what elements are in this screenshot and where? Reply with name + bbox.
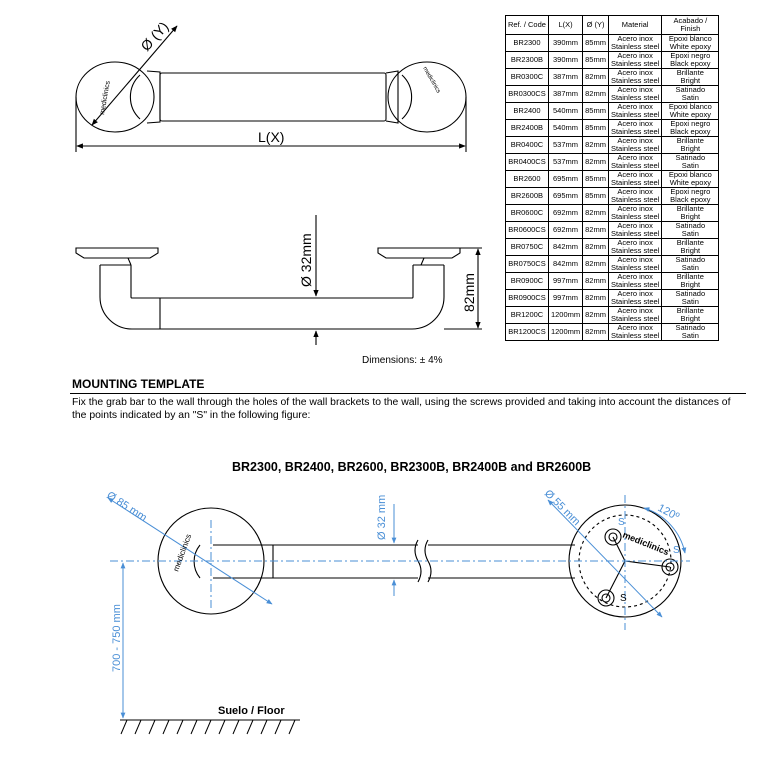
cell-material — [608, 256, 661, 273]
cell-length: 390mm — [548, 35, 582, 52]
cell-code: BR1200CS — [506, 324, 549, 341]
cell-finish — [662, 256, 719, 273]
cell-length: 387mm — [548, 69, 582, 86]
cell-finish-line: Brillante — [676, 306, 704, 315]
header-finish: Acabado / Finish — [662, 16, 719, 35]
cell-code: BR0900C — [506, 273, 549, 290]
brand-label-template-left: mediclinics — [171, 532, 194, 573]
cell-finish-line: Brillante — [676, 238, 704, 247]
screw-label-top: S — [618, 517, 625, 528]
cell-material-line: Stainless steel — [610, 127, 660, 136]
diameter-y-label: Ø (Y) — [137, 18, 172, 55]
cell-finish-line: Satin — [681, 93, 699, 102]
cell-finish-line: Brillante — [676, 204, 704, 213]
cell-finish — [662, 137, 719, 154]
cell-finish-line: Bright — [680, 212, 701, 221]
cell-length: 390mm — [548, 52, 582, 69]
table-row — [506, 86, 719, 103]
cell-length: 537mm — [548, 154, 582, 171]
template-dimension-lines — [108, 495, 690, 718]
cell-diameter: 85mm — [583, 171, 609, 188]
cell-diameter: 85mm — [583, 188, 609, 205]
cell-finish — [662, 273, 719, 290]
cell-length: 540mm — [548, 120, 582, 137]
cell-diameter: 85mm — [583, 103, 609, 120]
cell-length: 537mm — [548, 137, 582, 154]
brand-label-template-right: mediclinics — [621, 529, 671, 558]
cell-material-line: Stainless steel — [610, 297, 660, 306]
cell-material-line: Stainless steel — [610, 331, 660, 340]
diameter-32-template-label: Ø 32 mm — [376, 494, 388, 540]
cell-material — [608, 188, 661, 205]
cell-finish — [662, 324, 719, 341]
cell-material-line: Acero inox — [617, 221, 653, 230]
cell-material-line: Stainless steel — [610, 161, 660, 170]
cell-material — [608, 86, 661, 103]
cell-finish-line: Black epoxy — [670, 195, 711, 204]
table-row — [506, 69, 719, 86]
cell-finish-line: White epoxy — [669, 110, 711, 119]
screw-label-bottom: S — [620, 593, 627, 604]
angle-120-label: 120º — [655, 502, 681, 524]
cell-material-line: Acero inox — [617, 68, 653, 77]
cell-material-line: Stainless steel — [610, 42, 660, 51]
table-row — [506, 171, 719, 188]
cell-finish — [662, 52, 719, 69]
cell-finish-line: Brillante — [676, 272, 704, 281]
length-label: L(X) — [258, 129, 285, 145]
dimensions-note: Dimensions: ± 4% — [362, 355, 443, 366]
cell-material — [608, 290, 661, 307]
cell-finish-line: Bright — [680, 76, 701, 85]
cell-diameter: 85mm — [583, 52, 609, 69]
cell-code: BR1200C — [506, 307, 549, 324]
cell-finish-line: Black epoxy — [670, 59, 711, 68]
cell-code: BR2400B — [506, 120, 549, 137]
screw-label-right: S — [673, 545, 680, 556]
cell-finish-line: Bright — [680, 144, 701, 153]
spec-table — [505, 15, 719, 341]
cell-material — [608, 273, 661, 290]
cell-finish — [662, 35, 719, 52]
height-82-label: 82mm — [461, 273, 477, 312]
cell-diameter: 82mm — [583, 154, 609, 171]
cell-code: BR0750CS — [506, 256, 549, 273]
cell-material-line: Acero inox — [617, 51, 653, 60]
table-row — [506, 120, 719, 137]
mounting-template-drawing — [120, 505, 681, 734]
cell-material-line: Acero inox — [617, 136, 653, 145]
cell-material — [608, 52, 661, 69]
cell-material-line: Stainless steel — [610, 280, 660, 289]
cell-length: 695mm — [548, 188, 582, 205]
cell-material — [608, 69, 661, 86]
cell-diameter: 85mm — [583, 120, 609, 137]
spec-table-body — [506, 35, 719, 341]
cell-diameter: 82mm — [583, 290, 609, 307]
cell-material — [608, 137, 661, 154]
cell-finish — [662, 188, 719, 205]
cell-diameter: 82mm — [583, 273, 609, 290]
cell-finish-line: Bright — [680, 280, 701, 289]
cell-code: BR2600B — [506, 188, 549, 205]
cell-material — [608, 154, 661, 171]
brand-label-left: mediclinics — [99, 80, 112, 116]
cell-material — [608, 35, 661, 52]
cell-finish — [662, 69, 719, 86]
mounting-instructions: Fix the grab bar to the wall through the holes of the wall brackets to the wall, using the screws provided and taking into account the distances of the points indicated by an "S" in the following figure: — [72, 397, 731, 421]
cell-material-line: Stainless steel — [610, 195, 660, 204]
cell-material-line: Acero inox — [617, 289, 653, 298]
cell-finish-line: Satinado — [675, 85, 706, 94]
cell-finish-line: Black epoxy — [670, 127, 711, 136]
cell-finish-line: Bright — [680, 246, 701, 255]
cell-finish-line: Epoxi negro — [670, 51, 711, 60]
cell-material-line: Stainless steel — [610, 212, 660, 221]
cell-material-line: Stainless steel — [610, 178, 660, 187]
cell-material-line: Acero inox — [617, 323, 653, 332]
cell-material-line: Stainless steel — [610, 93, 660, 102]
cell-material-line: Acero inox — [617, 272, 653, 281]
cell-finish-line: Bright — [680, 314, 701, 323]
cell-material — [608, 120, 661, 137]
cell-code: BR0900CS — [506, 290, 549, 307]
cell-material-line: Acero inox — [617, 34, 653, 43]
cell-material-line: Stainless steel — [610, 59, 660, 68]
cell-finish — [662, 103, 719, 120]
cell-finish — [662, 171, 719, 188]
cell-code: BR0400CS — [506, 154, 549, 171]
table-row — [506, 205, 719, 222]
cell-finish — [662, 307, 719, 324]
cell-length: 997mm — [548, 290, 582, 307]
table-row — [506, 256, 719, 273]
cell-material — [608, 222, 661, 239]
cell-material-line: Stainless steel — [610, 246, 660, 255]
cell-length: 997mm — [548, 273, 582, 290]
table-row — [506, 35, 719, 52]
diameter-85-label: Ø 85 mm — [104, 489, 149, 525]
cell-finish-line: Brillante — [676, 136, 704, 145]
cell-code: BR0750C — [506, 239, 549, 256]
cell-finish-line: Epoxi blanco — [668, 170, 712, 179]
table-row — [506, 307, 719, 324]
cell-code: BR0400C — [506, 137, 549, 154]
table-row — [506, 154, 719, 171]
cell-length: 695mm — [548, 171, 582, 188]
cell-material-line: Acero inox — [617, 102, 653, 111]
table-row — [506, 239, 719, 256]
table-row — [506, 290, 719, 307]
cell-material-line: Stainless steel — [610, 110, 660, 119]
cell-material — [608, 205, 661, 222]
table-row — [506, 273, 719, 290]
cell-diameter: 82mm — [583, 69, 609, 86]
cell-material-line: Acero inox — [617, 119, 653, 128]
cell-code: BR0300C — [506, 69, 549, 86]
cell-material-line: Stainless steel — [610, 314, 660, 323]
cell-material — [608, 307, 661, 324]
template-models-title: BR2300, BR2400, BR2600, BR2300B, BR2400B and BR2600B — [232, 460, 592, 474]
spec-table-header — [506, 16, 719, 35]
cell-code: BR2400 — [506, 103, 549, 120]
cell-finish — [662, 205, 719, 222]
cell-diameter: 82mm — [583, 86, 609, 103]
cell-diameter: 82mm — [583, 256, 609, 273]
floor-label: Suelo / Floor — [218, 705, 285, 717]
cell-code: BR0300CS — [506, 86, 549, 103]
cell-finish — [662, 222, 719, 239]
table-row — [506, 137, 719, 154]
cell-diameter: 85mm — [583, 35, 609, 52]
table-row — [506, 222, 719, 239]
cell-code: BR2300 — [506, 35, 549, 52]
cell-length: 540mm — [548, 103, 582, 120]
cell-finish-line: Satinado — [675, 255, 706, 264]
cell-length: 842mm — [548, 239, 582, 256]
cell-finish-line: Epoxi blanco — [668, 34, 712, 43]
cell-material — [608, 171, 661, 188]
cell-material — [608, 239, 661, 256]
cell-material-line: Acero inox — [617, 85, 653, 94]
cell-finish-line: White epoxy — [669, 42, 711, 51]
cell-code: BR0600CS — [506, 222, 549, 239]
cell-finish-line: Satin — [681, 229, 699, 238]
brand-label-right: mediclinics — [421, 66, 442, 95]
table-row — [506, 324, 719, 341]
cell-finish — [662, 239, 719, 256]
header-material: Material — [608, 16, 661, 35]
cell-material-line: Stainless steel — [610, 76, 660, 85]
height-range-label: 700 - 750 mm — [111, 604, 123, 672]
cell-finish-line: Satinado — [675, 289, 706, 298]
cell-diameter: 82mm — [583, 205, 609, 222]
cell-material-line: Stainless steel — [610, 229, 660, 238]
cell-finish-line: Epoxi blanco — [668, 102, 712, 111]
mounting-template-title: MOUNTING TEMPLATE — [72, 377, 205, 391]
cell-finish-line: Satin — [681, 161, 699, 170]
cell-finish — [662, 154, 719, 171]
cell-material-line: Stainless steel — [610, 263, 660, 272]
section-divider — [70, 393, 746, 394]
cell-material — [608, 103, 661, 120]
cell-finish-line: Satin — [681, 331, 699, 340]
cell-diameter: 82mm — [583, 307, 609, 324]
header-code: Ref. / Code — [506, 16, 549, 35]
cell-length: 692mm — [548, 205, 582, 222]
cell-material-line: Acero inox — [617, 170, 653, 179]
table-row — [506, 52, 719, 69]
cell-finish-line: Satinado — [675, 323, 706, 332]
cell-material — [608, 324, 661, 341]
cell-finish-line: Brillante — [676, 68, 704, 77]
cell-material-line: Acero inox — [617, 153, 653, 162]
cell-finish — [662, 120, 719, 137]
cell-finish-line: Satin — [681, 297, 699, 306]
cell-length: 1200mm — [548, 324, 582, 341]
cell-diameter: 82mm — [583, 137, 609, 154]
cell-diameter: 82mm — [583, 222, 609, 239]
table-row — [506, 103, 719, 120]
cell-diameter: 82mm — [583, 239, 609, 256]
cell-length: 842mm — [548, 256, 582, 273]
cell-finish-line: Satinado — [675, 153, 706, 162]
header-length: L(X) — [548, 16, 582, 35]
cell-length: 387mm — [548, 86, 582, 103]
cell-finish-line: Epoxi negro — [670, 187, 711, 196]
cell-material-line: Acero inox — [617, 306, 653, 315]
cell-code: BR2300B — [506, 52, 549, 69]
cell-finish — [662, 290, 719, 307]
cell-finish-line: Satinado — [675, 221, 706, 230]
cell-length: 1200mm — [548, 307, 582, 324]
diameter-32-label: Ø 32mm — [298, 233, 314, 287]
cell-diameter: 82mm — [583, 324, 609, 341]
cell-finish-line: White epoxy — [669, 178, 711, 187]
cell-length: 692mm — [548, 222, 582, 239]
cell-code: BR2600 — [506, 171, 549, 188]
cell-material-line: Stainless steel — [610, 144, 660, 153]
cell-finish-line: Epoxi negro — [670, 119, 711, 128]
side-view — [76, 215, 482, 345]
cell-material-line: Acero inox — [617, 187, 653, 196]
cell-material-line: Acero inox — [617, 204, 653, 213]
table-row — [506, 188, 719, 205]
cell-code: BR0600C — [506, 205, 549, 222]
cell-material-line: Acero inox — [617, 255, 653, 264]
cell-material-line: Acero inox — [617, 238, 653, 247]
header-diameter: Ø (Y) — [583, 16, 609, 35]
diameter-55-label: Ø 55 mm — [541, 487, 583, 529]
cell-finish — [662, 86, 719, 103]
cell-finish-line: Satin — [681, 263, 699, 272]
